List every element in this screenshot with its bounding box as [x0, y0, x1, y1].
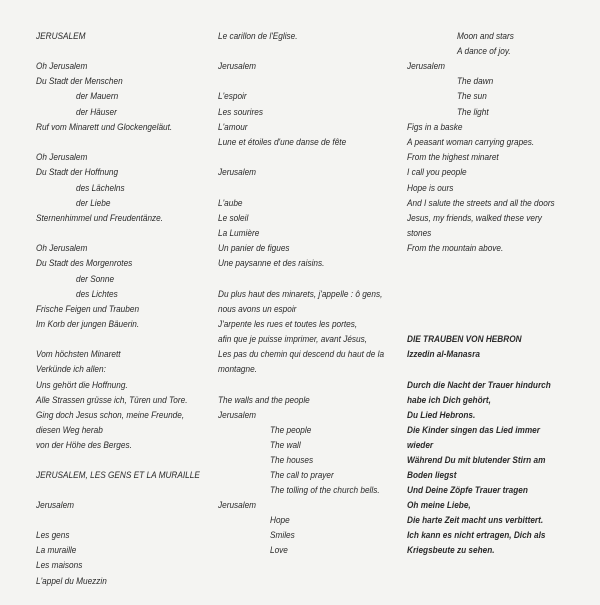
poem-line: Ruf vom Minarett und Glockengeläut.	[36, 122, 173, 133]
poem-line: Oh Jerusalem	[36, 61, 88, 72]
poem-line: The tolling of the church bells.	[270, 485, 380, 496]
poem-line: Boden liegst	[407, 470, 457, 481]
poem-line: Oh Jerusalem	[36, 243, 88, 254]
poem-line: The houses	[270, 455, 314, 466]
poem-line: Die harte Zeit macht uns verbittert.	[407, 515, 544, 526]
poem-line: Hope	[270, 515, 290, 526]
poem-line: Le soleil	[218, 213, 249, 224]
poem-line: The dawn	[457, 76, 494, 87]
poem-line: montagne.	[218, 364, 257, 375]
poem-line: And I salute the streets and all the doors	[407, 198, 555, 209]
poem-line: der Mauern	[76, 91, 119, 102]
poem-line: Sternenhimmel und Freudentänze.	[36, 213, 164, 224]
poem-line: Jerusalem	[218, 410, 257, 421]
poem-line: La muraille	[36, 545, 77, 556]
poem-line: Jesus, my friends, walked these very	[407, 213, 542, 224]
poem-title-jerusalem: JERUSALEM	[36, 31, 86, 42]
poem-line: Ging doch Jesus schon, meine Freunde,	[36, 410, 185, 421]
poem-line: Du Stadt der Hoffnung	[36, 167, 119, 178]
poem-line: From the highest minaret	[407, 152, 499, 163]
poem-line: I call you people	[407, 167, 467, 178]
poem-line: J'arpente les rues et toutes les portes,	[218, 319, 358, 330]
poem-line: Moon and stars	[457, 31, 514, 42]
poem-line: Verkünde ich allen:	[36, 364, 106, 375]
poem-line: Frische Feigen und Trauben	[36, 304, 140, 315]
poem-line: des Lichtes	[76, 289, 118, 300]
poem-line: stones	[407, 228, 432, 239]
poem-line: Les gens	[36, 530, 70, 541]
poem-line: Oh meine Liebe,	[407, 500, 471, 511]
poem-line: afin que je puisse imprimer, avant Jésus,	[218, 334, 368, 345]
poem-line: The wall	[270, 440, 301, 451]
poem-line: Du Stadt des Morgenrotes	[36, 258, 133, 269]
poem-line: Du plus haut des minarets, j'appelle : ô gens,	[218, 289, 383, 300]
poem-line: The light	[457, 107, 489, 118]
poem-line: der Liebe	[76, 198, 111, 209]
poem-line: L'appel du Muezzin	[36, 576, 107, 587]
poem-line: Un panier de figues	[218, 243, 290, 254]
poem-line: Les pas du chemin qui descend du haut de la	[218, 349, 385, 360]
poem-line: habe ich Dich gehört,	[407, 395, 491, 406]
poem-line: Du Stadt der Menschen	[36, 76, 123, 87]
poem-line: Les sourires	[218, 107, 263, 118]
poem-line: Oh Jerusalem	[36, 152, 88, 163]
poem-author: Izzedin al-Manasra	[407, 349, 480, 360]
poem-line: Une paysanne et des raisins.	[218, 258, 325, 269]
poem-title-trauben-hebron: DIE TRAUBEN VON HEBRON	[407, 334, 522, 345]
poem-line: Im Korb der jungen Bäuerin.	[36, 319, 140, 330]
poem-line: Jerusalem	[407, 61, 446, 72]
poem-line: The people	[270, 425, 312, 436]
poem-line: Jerusalem	[218, 61, 257, 72]
poem-line: L'aube	[218, 198, 243, 209]
poem-line: Durch die Nacht der Trauer hindurch	[407, 380, 551, 391]
poem-line: Les maisons	[36, 560, 83, 571]
poem-line: diesen Weg herab	[36, 425, 103, 436]
poem-line: L'espoir	[218, 91, 247, 102]
poem-line: Du Lied Hebrons.	[407, 410, 476, 421]
poem-line: Während Du mit blutender Stirn am	[407, 455, 546, 466]
poem-line: Jerusalem	[36, 500, 75, 511]
poem-line: Lune et étoiles d'une danse de fête	[218, 137, 347, 148]
poem-line: From the mountain above.	[407, 243, 504, 254]
poem-line: Kriegsbeute zu sehen.	[407, 545, 495, 556]
poem-line: A dance of joy.	[457, 46, 511, 57]
poem-line: Love	[270, 545, 288, 556]
poem-line: La Lumière	[218, 228, 260, 239]
poem-line: Le carillon de l'Eglise.	[218, 31, 298, 42]
poem-line: Jerusalem	[218, 500, 257, 511]
poem-line: A peasant woman carrying grapes.	[407, 137, 535, 148]
poem-line: der Häuser	[76, 107, 117, 118]
poem-line: The call to prayer	[270, 470, 334, 481]
poem-line: Die Kinder singen das Lied immer	[407, 425, 540, 436]
poem-line: Smiles	[270, 530, 295, 541]
poem-line: Und Deine Zöpfe Trauer tragen	[407, 485, 528, 496]
poem-line: Ich kann es nicht ertragen, Dich als	[407, 530, 546, 541]
poem-line: Vom höchsten Minarett	[36, 349, 121, 360]
poem-line: Uns gehört die Hoffnung.	[36, 380, 128, 391]
poem-line: der Sonne	[76, 274, 115, 285]
poem-line: L'amour	[218, 122, 248, 133]
poem-title-gens-muraille: JERUSALEM, LES GENS ET LA MURAILLE	[36, 470, 200, 481]
poem-line: von der Höhe des Berges.	[36, 440, 132, 451]
poem-line: nous avons un espoir	[218, 304, 297, 315]
poem-line: wieder	[407, 440, 434, 451]
poem-line: Hope is ours	[407, 183, 454, 194]
poem-line: Figs in a baske	[407, 122, 463, 133]
poem-line: The sun	[457, 91, 487, 102]
poem-line: des Lächelns	[76, 183, 125, 194]
poem-line: Alle Strassen grüsse ich, Türen und Tore.	[36, 395, 188, 406]
poem-line: The walls and the people	[218, 395, 310, 406]
poem-line: Jerusalem	[218, 167, 257, 178]
